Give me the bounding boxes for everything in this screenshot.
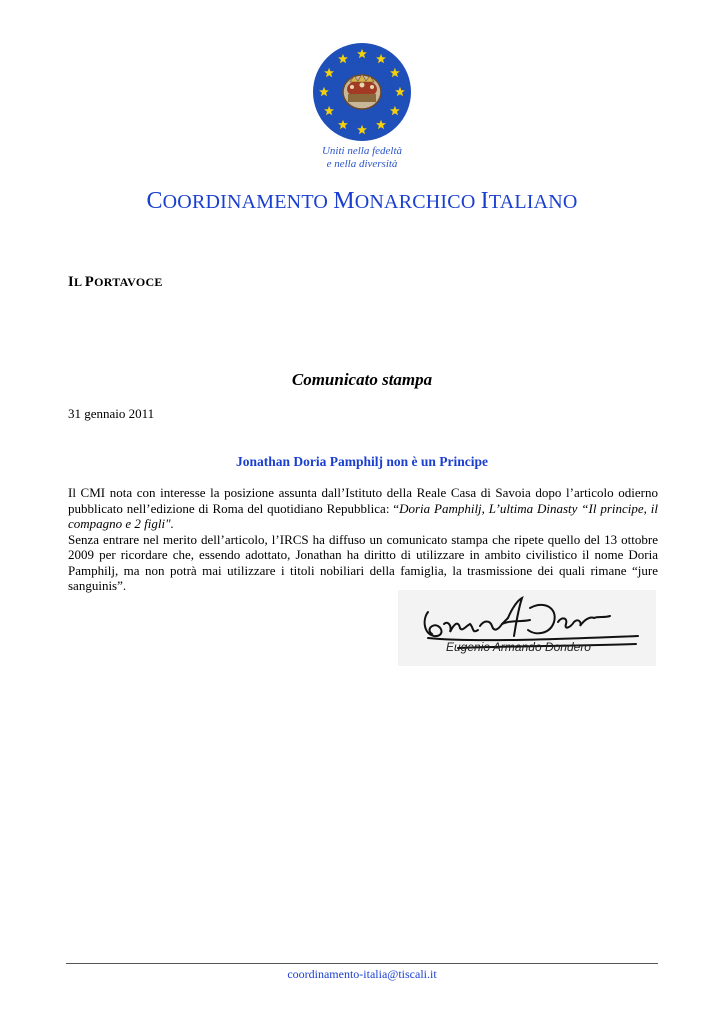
handwritten-signature: [398, 590, 656, 666]
role-rest-2: ORTAVOCE: [94, 275, 163, 289]
paragraph-1: [68, 485, 658, 532]
body-text: [68, 485, 658, 594]
org-title-rest-2: ONARCHICO: [354, 191, 481, 213]
paragraph-2: Senza entrare nel merito dell’articolo, l’IRCS ha diffuso un comunicato stampa che ripete quello del 13 ottobre 2009 per ricordare che, essendo adottato, Jonathan ha diritto di utilizzare in ambito civilistico il nome Doria Pamphilj, ma non potrà mai utilizzare i titoli nobiliari della famiglia, la trasmissione dei quali rimane “jure sanguinis”.: [68, 531, 658, 593]
paragraph-1-quote: Doria Pamphilj, L’ultima Dinasty “Il principe, il compagno e 2 figli".: [68, 500, 658, 531]
role-rest-1: L: [73, 275, 85, 289]
org-title-rest-1: OORDINAMENTO: [162, 191, 334, 213]
footer-divider: [66, 963, 658, 964]
signature-block: [398, 590, 656, 666]
eu-stars-crown-icon: [312, 42, 412, 142]
role-cap-2: P: [84, 274, 95, 290]
organization-title: [0, 188, 724, 215]
motto-line-1: Uniti nella fedeltà: [321, 145, 403, 157]
document-type-heading: Comunicato stampa: [291, 370, 433, 389]
logo-emblem: [312, 42, 412, 142]
org-title-cap-1: C: [146, 188, 163, 214]
role-cap-1: I: [68, 274, 74, 290]
sender-role: [68, 274, 163, 291]
org-title-cap-2: M: [333, 188, 355, 214]
motto-line-2: e nella diversità: [326, 158, 398, 170]
org-title-rest-3: TALIANO: [488, 191, 578, 213]
paragraph-1-text: Il CMI nota con interesse la posizione assunta dall’Istituto della Reale Casa di Savoia dopo l’articolo odierno pubblicato nell’edizione di Roma del quotidiano Repubblica: “: [68, 485, 658, 516]
org-title-cap-3: I: [480, 188, 489, 214]
motto: [300, 145, 424, 171]
document-date: 31 gennaio 2011: [68, 406, 155, 421]
footer-email-link[interactable]: coordinamento-italia@tiscali.it: [287, 967, 437, 981]
press-release-headline: Jonathan Doria Pamphilj non è un Principe: [235, 454, 489, 469]
signature-printed-name: Eugenio Armando Dondero: [446, 640, 591, 654]
